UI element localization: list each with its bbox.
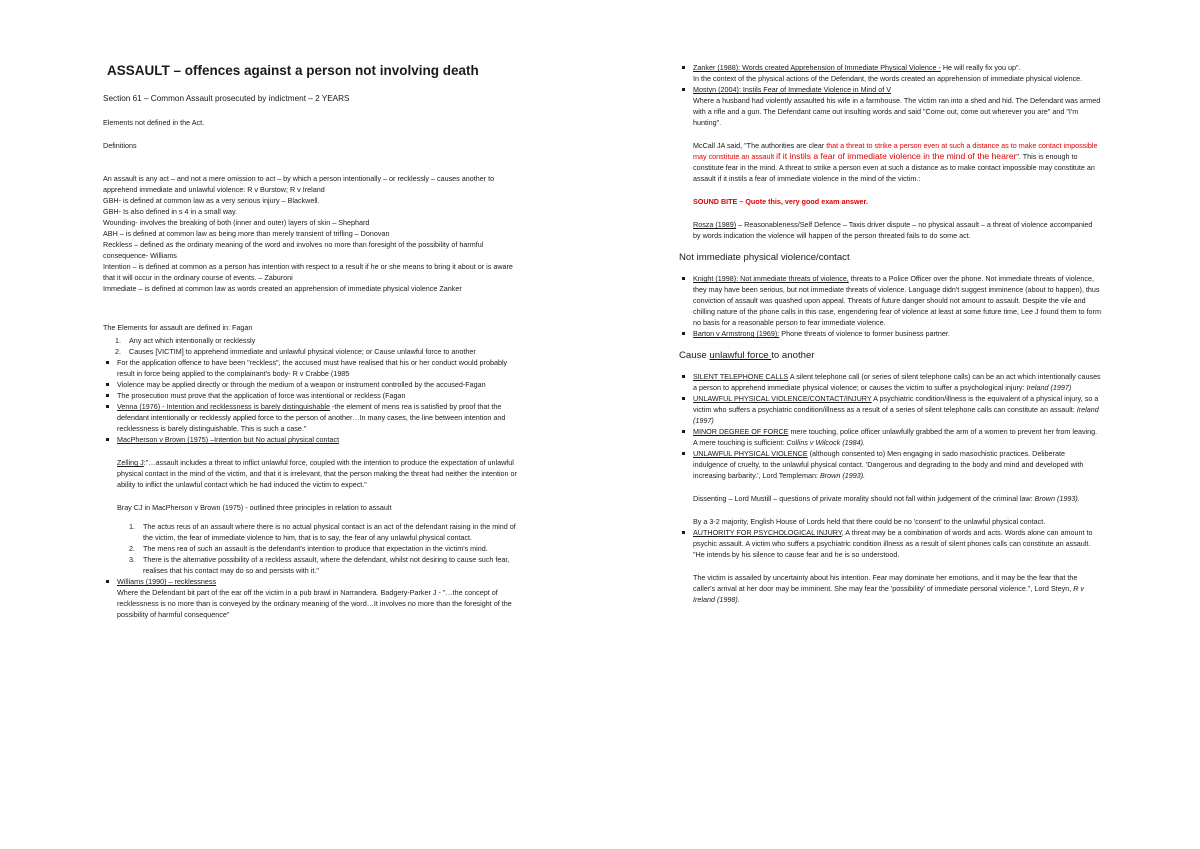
unlawful-injury-text: A psychiatric condition/illness is the equivalent of a physical injury, so a victim who suffers a psychiatric condition/illness as a result of a series of silent telephone calls can constitute an assault:: [693, 394, 1099, 414]
silent-calls-cite: Ireland (1997): [1026, 383, 1072, 392]
left-column: [103, 62, 521, 620]
venna-case-list: [103, 401, 521, 434]
knight-case-item: [693, 273, 1101, 328]
bray-principle: 2. The mens rea of such an assault is the defendant's intention to produce that expectation in the victim's mind.: [137, 543, 521, 554]
definitions-list: [103, 173, 521, 294]
mccall-key-phrase: if it instils a fear of immediate violence in the mind of the hearer: [776, 151, 1017, 161]
document-title: ASSAULT – offences against a person not involving death: [107, 63, 479, 78]
unlawful-violence-item: [693, 448, 1101, 481]
zelling-text: :"…assault includes a threat to inflict unlawful force, coupled with the intention to produce the expectation of unlawful physical contact in the mind of the victim, and that it is irrelevant, that the person making the threat had neither the intention or ability to inflict the unlawful contact which he had induced the victim to expect.": [117, 458, 517, 489]
unlawful-violence-cite: Brown (1993).: [819, 471, 866, 480]
definition-abh: ABH – is defined at common law as being more than merely transient of trifling – Donovan: [103, 229, 390, 238]
sound-bite-note: SOUND BITE – Quote this, very good exam answer.: [693, 197, 868, 206]
definition-immediate: Immediate – is defined at common law as words created an apprehension of immediate physical violence Zanker: [103, 284, 462, 293]
unlawful-violence-label: UNLAWFUL PHYSICAL VIOLENCE: [693, 449, 808, 458]
bray-intro: Bray CJ in MacPherson v Brown (1975) - outlined three principles in relation to assault: [117, 503, 392, 512]
unlawful-violence-list: [679, 448, 1101, 481]
dissent-cite: Brown (1993).: [1034, 494, 1080, 503]
mccall-quote: [693, 140, 1101, 184]
rosza-case-name: Rosza (1989): [693, 220, 737, 229]
bray-principles-list: [117, 521, 521, 576]
elements-heading: The Elements for assault are defined in: Fagan: [103, 323, 253, 332]
dissent-text: Dissenting – Lord Mustill – questions of private morality should not fall within judgement of the criminal law:: [693, 494, 1035, 503]
williams-case-list: [103, 576, 521, 620]
knight-case-name: Knight (1998): Not immediate threats of violence,: [693, 274, 849, 283]
mccall-rest: ". This is enough to constitute fear in the mind. A threat to strike a person even at such a distance as to make contact impossible may constitute an assault if it instils a fear of immediate violence in the mind of the victim.:: [693, 152, 1095, 183]
knight-text: threats to a Police Officer over the phone. Not immediate threats of violence, they may have been serious, but not immediate threats of violence. Language didn't suggest imminence (about to happen), thus conviction of assault was quashed upon appeal. Threats of future danger should not amount to assault. Despite the vile and chilling nature of the phone calls in this case, engendering fear of violence at least at some future time, Lee J found them to form no basis for a reasonable person to fear immediate violence.: [693, 274, 1101, 327]
williams-case-text: Where the Defendant bit part of the ear off the victim in a pub brawl in Narrandera. Badgery-Parker J - "…the concept of recklessness is no more than is conveyed by the ordinary meaning of the word…It involves no more than the foresight of the possibility of harmful consequence": [117, 588, 512, 619]
psych-injury-item: [693, 527, 1101, 560]
unlawful-injury-label: UNLAWFUL PHYSICAL VIOLENCE/CONTACT/INJURY: [693, 394, 872, 403]
silent-calls-item: [693, 371, 1101, 393]
assault-notes-list: [103, 357, 521, 401]
uncertainty-cite: R v Ireland (1998).: [693, 584, 1084, 604]
mostyn-text: Where a husband had violently assaulted his wife in a farmhouse. The victim ran into a shed and hid. The Defendant was armed with a rifle and a gun. The Defendant came out insulting words and said "Come out, come out wherever you are" and "I'm hunting".: [693, 96, 1101, 127]
definition-gbh: GBH- is defined at common law as a very serious injury – Blackwell.: [103, 196, 320, 205]
williams-case-name: Williams (1990) – recklessness: [117, 577, 217, 586]
williams-case-item: [117, 576, 521, 620]
note-reckless: For the application offence to have been "reckless", the accused must have realised that his or her conduct would probably result in force being applied to the complainant's body- R v Crabbe (1985: [117, 357, 521, 379]
heading-cause-underlined: unlawful force: [709, 350, 772, 361]
bray-principle: 3. There is the alternative possibility of a reckless assault, where the defendant, whilst not desiring to cause such fear, realises that his contact may do so and persists with it.": [137, 554, 521, 576]
venna-case-text: -the element of mens rea is satisfied by proof that the defendant intentionally or recklessly applied force to the person of another…In many cases, the line between intention and recklessness is barely distinguishable. This is such a case.": [117, 402, 506, 433]
rosza-case: [693, 219, 1101, 241]
unlawful-violence-text: (although consented to) Men engaging in sado masochistic practices. Deliberate indulgence of cruelty, to the unlawful physical contact. 'Dangerous and degrading to the body and mind and developed with increasing barbarity.', Lord Templeman:: [693, 449, 1084, 480]
silent-calls-list: [679, 371, 1101, 393]
dissent-paragraph: [693, 493, 1101, 504]
silent-calls-text: A silent telephone call (or series of silent telephone calls) can be an act which intentionally causes a person to apprehend immediate physical violence; or causes the victim to suffer a psychological injury:: [693, 372, 1101, 392]
knight-case-list: [679, 273, 1101, 328]
note-violence: Violence may be applied directly or through the medium of a weapon or instrument controlled by the accused-Fagan: [117, 379, 521, 390]
silent-calls-label: SILENT TELEPHONE CALLS: [693, 372, 789, 381]
minor-force-cite: Collins v Wilcock (1984).: [786, 438, 865, 447]
barton-case-item: [693, 328, 1101, 339]
mccall-intro: McCall JA said, "The authorities are clear: [693, 141, 827, 150]
note-prosecution: The prosecution must prove that the application of force was intentional or reckless (Fagan: [117, 390, 521, 401]
psych-injury-text: , A threat may be a combination of words and acts. Words alone can amount to psychic assault. A victim who suffers a psychiatric condition illness as a result of silent phones calls can constitute an assault. "He intends by his silence to cause fear and he is so understood.: [693, 528, 1093, 559]
macpherson-case-name: MacPherson v Brown (1975) –Intention but No actual physical contact: [117, 434, 521, 445]
zanker-text: In the context of the physical actions of the Defendant, the words created an apprehension of immediate physical violence.: [693, 74, 1083, 83]
macpherson-case-list: [103, 434, 521, 445]
definition-intention: Intention – is defined at common as a person has intention with respect to a result if he or she means to bring it about or is aware that it will occur in the ordinary course of events. – Zaburoni: [103, 262, 513, 282]
definition-gbh-s4: GBH- Is also defined in s 4 in a small way.: [103, 207, 238, 216]
uncertainty-paragraph: [693, 572, 1101, 605]
mostyn-case-item: [693, 84, 1101, 128]
unlawful-injury-item: [693, 393, 1101, 426]
element-item: 2. Causes [VICTIM] to apprehend immediate and unlawful physical violence; or Cause unlawful force to another: [123, 346, 521, 357]
psych-injury-list: [679, 527, 1101, 560]
minor-force-list: [679, 426, 1101, 448]
venna-case-name: Venna (1976) - Intention and recklessness is barely distinguishable: [117, 402, 330, 411]
majority-paragraph: By a 3-2 majority, English House of Lords held that there could be no 'consent' to the unlawful physical contact.: [693, 517, 1046, 526]
zanker-case-name: Zanker (1988): Words created Apprehension of Immediate Physical Violence -: [693, 63, 941, 72]
definitions-heading: Definitions: [103, 141, 137, 150]
mostyn-case-list: [679, 84, 1101, 128]
element-item: 1. Any act which intentionally or recklessly: [123, 335, 521, 346]
mostyn-case-name: Mostyn (2004): Instils Fear of Immediate Violence in Mind of V: [693, 85, 892, 94]
bray-principle: 1. The actus reus of an assault where there is no actual physical contact is an act of the defendant raising in the mind of the victim, the fear of immediate violence to him, that is to say, the fear of any unlawful physical contact.: [137, 521, 521, 543]
barton-text: Phone threats of violence to former business partner.: [779, 329, 950, 338]
mccall-highlight: that a threat to strike a person even at such a distance as to make contact impossible may constitute an assault: [693, 141, 1098, 161]
definition-wounding: Wounding- involves the breaking of both (inner and outer) layers of skin – Shephard: [103, 218, 370, 227]
minor-force-text: mere touching, police officer unlawfully grabbed the arm of a women to prevent her from leaving. A mere touching is sufficient:: [693, 427, 1098, 447]
zanker-case-list: [679, 62, 1101, 84]
elements-list: [103, 335, 521, 357]
definition-assault: An assault is any act – and not a mere omission to act – by which a person intentionally – or recklessly – causes another to apprehend immediate and unlawful violence: R v Burstow; R v Ireland: [103, 174, 495, 194]
section-title: Section 61 – Common Assault prosecuted by indictment – 2 YEARS: [103, 94, 350, 103]
right-column: [679, 62, 1101, 605]
elements-note: Elements not defined in the Act.: [103, 118, 205, 127]
zanker-quote: He will really fix you up".: [940, 63, 1021, 72]
unlawful-injury-cite: Ireland (1997): [693, 405, 1099, 425]
psych-injury-label: AUTHORITY FOR PSYCHOLOGICAL INJURY: [693, 528, 842, 537]
venna-case-item: [117, 401, 521, 434]
minor-force-item: [693, 426, 1101, 448]
zelling-quote: [117, 457, 521, 490]
minor-force-label: MINOR DEGREE OF FORCE: [693, 427, 789, 436]
heading-cause-unlawful-force: [679, 349, 1101, 363]
barton-case-name: Barton v Armstrong (1969):: [693, 329, 780, 338]
heading-not-immediate: Not immediate physical violence/contact: [679, 252, 850, 263]
definition-reckless: Reckless – defined as the ordinary meaning of the word and involves no more than foresight of the possibility of harmful consequence- Williams: [103, 240, 484, 260]
heading-cause-pre: Cause: [679, 350, 710, 361]
unlawful-injury-list: [679, 393, 1101, 426]
zanker-case-item: [693, 62, 1101, 84]
uncertainty-text: The victim is assailed by uncertainty about his intention. Fear may dominate her emotions, and it may be the fear that the caller's arrival at her door may be imminent. She may fear the 'possibility' of immediate personal violence.", Lord Steyn,: [693, 573, 1078, 593]
rosza-text: – Reasonableness/Self Defence – Taxis driver dispute – no physical assault – a threat of violence accompanied by words indication the violence will happen of the person threated fails to do some act.: [693, 220, 1093, 240]
zelling-name: Zelling J: [117, 458, 144, 467]
barton-case-list: [679, 328, 1101, 339]
heading-cause-post: to another: [771, 350, 815, 361]
